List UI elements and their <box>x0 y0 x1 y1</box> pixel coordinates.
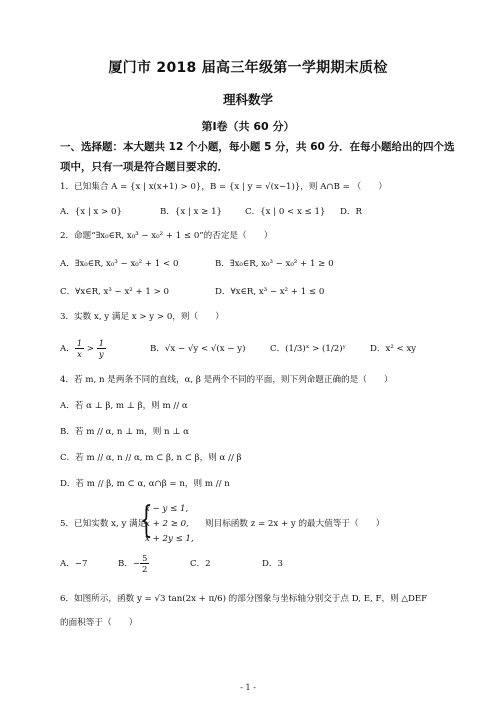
question-4-stem: 4．若 m, n 是两条不同的直线，α, β 是两个不同的平面，则下列命题正确的是（ ） <box>60 375 393 385</box>
system-brace: { <box>140 500 153 541</box>
question-3-option-a-label: A． <box>60 344 75 354</box>
question-4-option-c: C．若 m // α, n // α, m ⊂ β, n ⊂ β，则 α // β <box>60 453 242 463</box>
question-4-option-d: D．若 m // β, m ⊂ α, α∩β = n，则 m // n <box>60 479 230 489</box>
constraint-2: x + 2 ≥ 0, <box>145 519 189 529</box>
question-1-stem: 1．已知集合 A = {x | x(x+1) > 0}，B = {x | y = √(x−1)}，则 A∩B = （ ） <box>60 182 387 192</box>
question-1-option-b: B．{x | x ≥ 1} <box>160 207 223 217</box>
question-3-option-c: C．(1/3)ˣ > (1/2)ʸ <box>270 344 347 354</box>
question-5-option-b-label: B．− <box>118 559 141 569</box>
question-6-stem: 6．如图所示，函数 y = √3 tan(2x + π/6) 的部分图象与坐标轴分别交于点 D, E, F，则 △DEF <box>60 594 428 604</box>
fraction <box>75 338 84 359</box>
question-1-option-c: C．{x | 0 < x ≤ 1} <box>245 207 326 217</box>
section-heading: 一、选择题：本大题共 12 个小题，每小题 5 分，共 60 分．在每小题给出的四个选项中，只有一项是符合题目要求的． <box>60 141 455 173</box>
fraction-denominator: y <box>98 349 104 359</box>
fraction-denominator: x <box>77 349 82 359</box>
constraint-3: x + 2y ≤ 1, <box>145 534 194 544</box>
question-1-option-d: D．R <box>340 207 362 217</box>
fraction <box>140 553 149 574</box>
question-6-stem-continued: 的面积等于（ ） <box>60 618 138 628</box>
fraction-denominator: 2 <box>142 564 148 574</box>
question-3-stem: 3．实数 x, y 满足 x > y > 0，则（ ） <box>60 312 224 322</box>
constraint-1: x − y ≤ 1, <box>145 504 189 514</box>
question-2-option-c: C．∀x∈R, x³ − x² + 1 > 0 <box>60 287 170 297</box>
question-3-option-d: D．x² < xy <box>370 344 417 354</box>
fraction-numerator: 1 <box>76 338 83 348</box>
question-5-option-c: C．2 <box>190 559 211 569</box>
question-1-option-a: A．{x | x > 0} <box>60 207 122 217</box>
question-5-stem: 5．已知实数 x, y 满足 <box>60 519 147 529</box>
page-title: 厦门市 2018 届高三年级第一学期期末质检 <box>108 60 388 76</box>
question-4-option-a: A．若 α ⊥ β, m ⊥ β，则 m // α <box>60 401 188 411</box>
question-3-option-b: B．√x − √y < √(x − y) <box>150 344 246 354</box>
page-subtitle: 理科数学 <box>222 92 273 107</box>
fraction-numerator: 1 <box>98 338 104 348</box>
page-number: - 1 - <box>240 683 256 692</box>
question-2-option-b: B．∃x₀∈R, x₀³ − x₀² + 1 ≥ 0 <box>215 259 334 269</box>
question-3-option-a <box>60 338 106 359</box>
question-2-stem: 2．命题“∃x₀∈R, x₀³ − x₀² + 1 ≤ 0”的否定是（ ） <box>60 231 273 241</box>
operator: > <box>84 344 97 354</box>
question-2-option-d: D．∀x∈R, x³ − x² + 1 ≤ 0 <box>215 287 325 297</box>
question-4-option-b: B．若 m // α, n ⊥ m，则 n ⊥ α <box>60 427 189 437</box>
question-5-stem-post: 则目标函数 z = 2x + y 的最大值等于（ ） <box>205 519 385 529</box>
question-2-option-a: A．∃x₀∈R, x₀³ − x₀² + 1 < 0 <box>60 259 179 269</box>
part-heading: 第Ⅰ卷（共 60 分） <box>201 120 295 133</box>
question-5-option-d: D．3 <box>262 559 283 569</box>
fraction-numerator: 5 <box>142 553 148 563</box>
question-5-option-a: A．−7 <box>60 559 88 569</box>
fraction <box>97 338 106 359</box>
question-5-option-b <box>118 553 149 574</box>
